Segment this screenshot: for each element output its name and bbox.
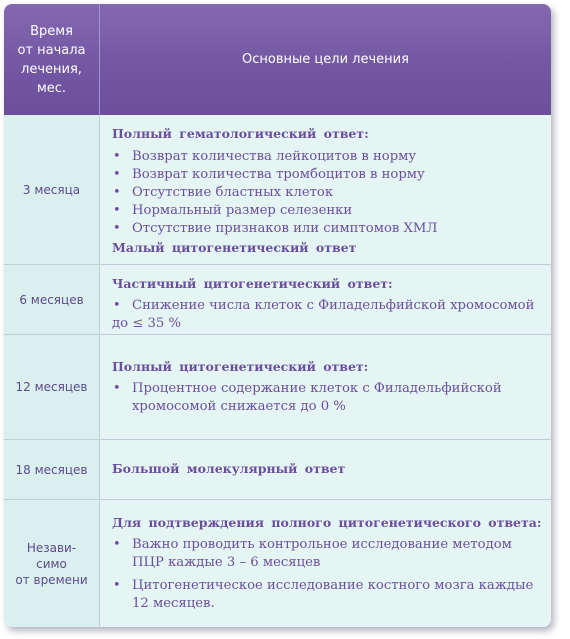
table-header [4,4,551,115]
list-item: • Снижение числа клеток с Филадельфийской хромосомой до ≤ 35 % [112,298,535,331]
table-row-6-months [4,265,551,334]
table-row-3-months [4,115,551,264]
time-cell-6-months: 6 месяцев [19,292,84,307]
header-time-column [4,4,100,115]
goal-cell-12-months [112,358,542,416]
time-cell-18-months: 18 месяцев [15,462,88,477]
goal-list [112,536,542,613]
goal-heading: Для подтверждения полного цитогенетического ответа: [112,515,542,530]
table-row-any-time [4,500,551,627]
treatment-goals-table [4,4,551,627]
goal-list [112,148,542,238]
table-row-12-months [4,335,551,439]
header-time-label: Время от начала лечения, мес. [17,23,86,96]
table-body [4,115,551,627]
goal-list [112,380,542,416]
list-item: • Процентное содержание клеток с Филадельфийской хромосомой снижается до 0 % [113,381,502,414]
goal-heading: Полный цитогенетический ответ: [112,359,369,374]
list-item: • Цитогенетическое исследование костного мозга каждые 12 месяцев. [113,578,534,611]
time-cell-12-months: 12 месяцев [15,380,88,394]
list-item: • Возврат количества лейкоцитов в норму [113,149,417,164]
time-cell-any-time: Незави- симо от времени [15,540,88,587]
goal-heading: Частичный цитогенетический ответ: [112,276,393,291]
goal-cell-6-months [112,275,542,333]
list-item: • Отсутствие бластных клеток [113,185,334,200]
list-item: • Возврат количества тромбоцитов в норму [113,167,425,182]
header-goals-column [100,4,551,115]
table-row-18-months [4,440,551,499]
header-goals-label: Основные цели лечения [242,52,409,67]
goal-list [112,297,542,333]
goal-footer-heading: Малый цитогенетический ответ [112,240,357,255]
list-item: • Отсутствие признаков или симптомов ХМЛ [113,221,438,236]
goal-heading: Большой молекулярный ответ [112,461,346,476]
goal-cell-18-months [112,460,542,478]
goal-cell-any-time [112,514,542,613]
list-item: • Нормальный размер селезенки [113,203,353,218]
time-cell-3-months: 3 месяца [22,182,81,197]
list-item: • Важно проводить контрольное исследование методом ПЦР каждые 3 – 6 месяцев [113,537,512,570]
goal-cell-3-months [112,125,542,257]
goal-heading: Полный гематологический ответ: [112,126,369,141]
